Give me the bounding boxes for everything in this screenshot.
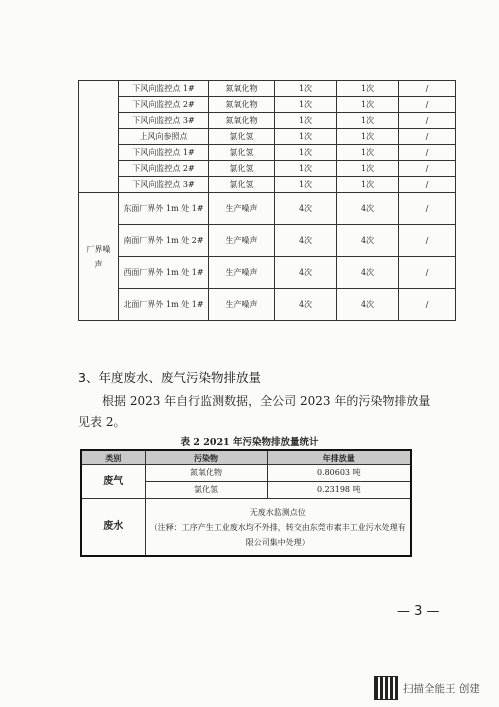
monitoring-row [79, 161, 456, 177]
monitoring-row [79, 113, 456, 129]
monitoring-frequency-b-cell: 1次 [337, 129, 399, 145]
monitoring-frequency-a-cell: 1次 [275, 129, 337, 145]
monitoring-point-cell: 下风向监控点 2# [119, 161, 209, 177]
monitoring-frequency-b-cell: 1次 [337, 177, 399, 193]
water-note-cell [145, 499, 411, 557]
noise-frequency-a-cell: 4次 [275, 225, 337, 257]
noise-row [79, 257, 456, 289]
monitoring-frequency-a-cell: 1次 [275, 145, 337, 161]
gas-pollutant-2: 氯化氢 [145, 482, 267, 499]
monitoring-remark-cell: / [399, 145, 456, 161]
page-number: — 3 — [397, 604, 440, 619]
noise-frequency-a-cell: 4次 [275, 257, 337, 289]
water-note-line2: （注释：工序产生工业废水均不外排，转交由东莞市素丰工业污水处理有限公司集中处理） [149, 522, 406, 547]
noise-item-cell: 生产噪声 [209, 257, 275, 289]
scanner-watermark-text: 扫描全能王 创建 [403, 682, 480, 695]
monitoring-remark-cell: / [399, 129, 456, 145]
monitoring-item-cell: 氯化氢 [209, 161, 275, 177]
noise-remark-cell: / [399, 289, 456, 321]
scanner-stamp [374, 676, 480, 700]
stats-row-water [81, 499, 411, 557]
noise-frequency-b-cell: 4次 [337, 225, 399, 257]
monitoring-point-cell: 下风向监控点 2# [119, 97, 209, 113]
monitoring-frequency-b-cell: 1次 [337, 113, 399, 129]
monitoring-row [79, 177, 456, 193]
monitoring-point-cell: 下风向监控点 3# [119, 177, 209, 193]
monitoring-frequency-a-cell: 1次 [275, 161, 337, 177]
noise-point-cell: 南面厂界外 1m 处 2# [119, 225, 209, 257]
monitoring-item-cell: 氯化氢 [209, 177, 275, 193]
monitoring-table [78, 80, 456, 321]
gas-amount-2: 0.23198 吨 [267, 482, 411, 499]
monitoring-item-cell: 氮氧化物 [209, 97, 275, 113]
water-category-cell: 废水 [81, 499, 145, 557]
noise-frequency-a-cell: 4次 [275, 289, 337, 321]
monitoring-item-cell: 氮氧化物 [209, 81, 275, 97]
noise-point-cell: 东面厂界外 1m 处 1# [119, 193, 209, 225]
monitoring-point-cell: 下风向监控点 3# [119, 113, 209, 129]
noise-item-cell: 生产噪声 [209, 225, 275, 257]
monitoring-frequency-b-cell: 1次 [337, 145, 399, 161]
gas-amount-1: 0.80603 吨 [267, 465, 411, 482]
monitoring-row [79, 145, 456, 161]
gas-category-cell: 废气 [81, 465, 145, 499]
table-caption: 表 2 2021 年污染物排放量统计 [180, 437, 319, 448]
monitoring-frequency-a-cell: 1次 [275, 81, 337, 97]
monitoring-item-cell: 氯化氢 [209, 129, 275, 145]
monitoring-item-cell: 氯化氢 [209, 145, 275, 161]
header-annual-emission: 年排放量 [267, 450, 411, 465]
monitoring-remark-cell: / [399, 177, 456, 193]
category-cell-empty [79, 81, 119, 193]
noise-frequency-b-cell: 4次 [337, 289, 399, 321]
noise-remark-cell: / [399, 257, 456, 289]
noise-row [79, 289, 456, 321]
monitoring-row [79, 129, 456, 145]
noise-item-cell: 生产噪声 [209, 193, 275, 225]
monitoring-frequency-b-cell: 1次 [337, 161, 399, 177]
monitoring-remark-cell: / [399, 97, 456, 113]
monitoring-frequency-a-cell: 1次 [275, 113, 337, 129]
section-heading: 3、年度废水、废气污染物排放量 [78, 370, 261, 385]
noise-frequency-a-cell: 4次 [275, 193, 337, 225]
gas-pollutant-1: 氮氧化物 [145, 465, 267, 482]
water-note-line1: 无废水监测点位 [249, 507, 306, 517]
noise-row [79, 225, 456, 257]
noise-row [79, 193, 456, 225]
noise-remark-cell: / [399, 225, 456, 257]
monitoring-point-cell: 上风向参照点 [119, 129, 209, 145]
noise-frequency-b-cell: 4次 [337, 193, 399, 225]
monitoring-row [79, 97, 456, 113]
monitoring-remark-cell: / [399, 81, 456, 97]
stats-row-gas-1 [81, 465, 411, 482]
noise-remark-cell: / [399, 193, 456, 225]
noise-category-cell: 厂界噪声 [79, 193, 119, 321]
monitoring-point-cell: 下风向监控点 1# [119, 81, 209, 97]
header-category: 类别 [81, 450, 145, 465]
noise-item-cell: 生产噪声 [209, 289, 275, 321]
noise-point-cell: 北面厂界外 1m 处 1# [119, 289, 209, 321]
monitoring-frequency-b-cell: 1次 [337, 97, 399, 113]
monitoring-item-cell: 氮氧化物 [209, 113, 275, 129]
monitoring-frequency-a-cell: 1次 [275, 177, 337, 193]
emission-stats-table [80, 449, 412, 557]
monitoring-row [79, 81, 456, 97]
monitoring-frequency-b-cell: 1次 [337, 81, 399, 97]
stats-header-row [81, 450, 411, 465]
monitoring-point-cell: 下风向监控点 1# [119, 145, 209, 161]
monitoring-remark-cell: / [399, 113, 456, 129]
body-paragraph: 根据 2023 年自行监测数据，全公司 2023 年的污染物排放量见表 2。 [78, 394, 431, 429]
noise-point-cell: 西面厂界外 1m 处 1# [119, 257, 209, 289]
monitoring-frequency-a-cell: 1次 [275, 97, 337, 113]
monitoring-remark-cell: / [399, 161, 456, 177]
noise-frequency-b-cell: 4次 [337, 257, 399, 289]
qr-code-icon [374, 676, 398, 700]
header-pollutant: 污染物 [145, 450, 267, 465]
